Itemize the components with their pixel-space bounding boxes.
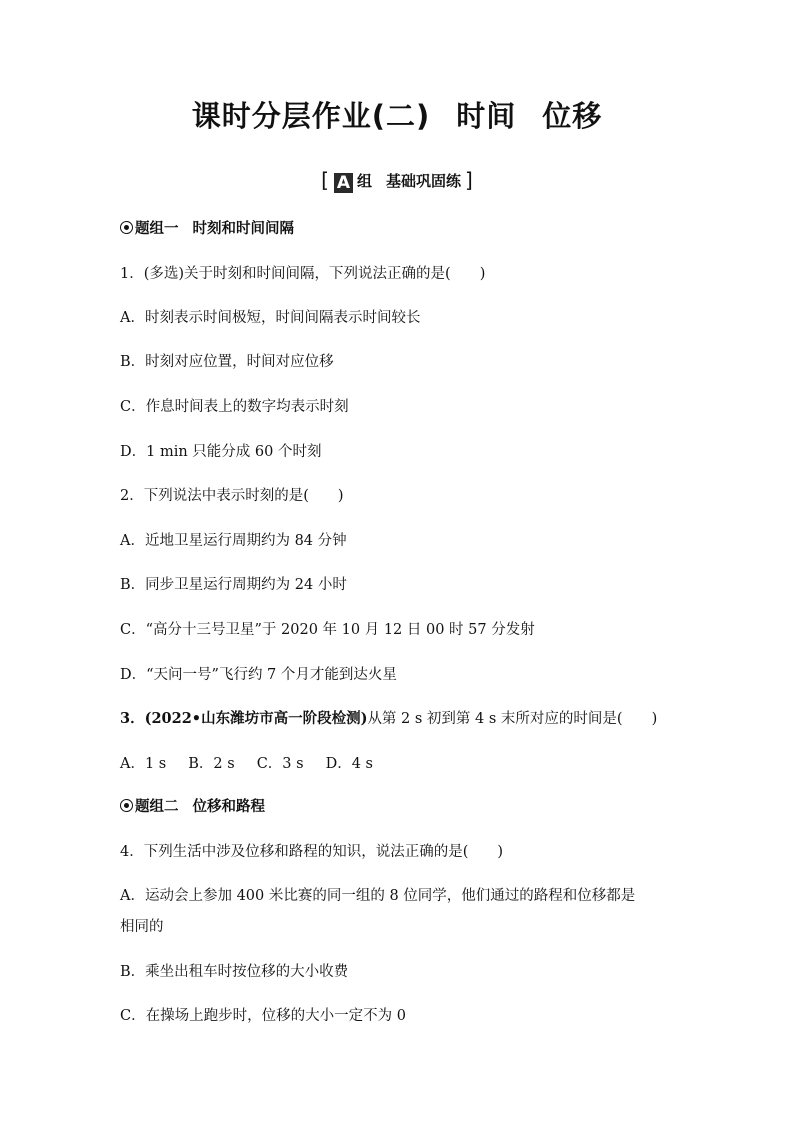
question-4-option-a-line2: 相同的	[120, 919, 164, 935]
section-header-1	[120, 217, 690, 238]
section-bullet-icon	[120, 799, 133, 812]
section-title: 时刻和时间间隔	[192, 221, 294, 237]
question-2-option-c: C．“高分十三号卫星”于 2020 年 10 月 12 日 00 时 57 分发射	[120, 622, 535, 638]
section-bullet-icon	[120, 221, 133, 234]
question-3-option-d: D．4 s	[325, 756, 373, 772]
grade-badge: A	[334, 173, 353, 193]
question-1-option-b: B．时刻对应位置，时间对应位移	[120, 354, 334, 370]
question-4-option-a-line1: A．运动会上参加 400 米比赛的同一组的 8 位同学，他们通过的路程和位移都是	[120, 888, 636, 904]
title-part-time: 时间	[456, 99, 517, 133]
question-2-option-b: B．同步卫星运行周期约为 24 小时	[120, 577, 347, 593]
page-title	[0, 94, 794, 135]
question-1-option-d: D．1 min 只能分成 60 个时刻	[120, 444, 322, 460]
grade-label: 组	[356, 172, 372, 190]
question-1-option-a: A．时刻表示时间极短，时间间隔表示时间较长	[120, 310, 421, 326]
question-3-option-c: C．3 s	[256, 756, 304, 772]
right-bracket: ]	[465, 168, 473, 192]
group-subtitle: 基础巩固练	[386, 172, 462, 190]
section-label: 题组一	[135, 221, 179, 237]
group-header	[0, 168, 794, 193]
question-3-stem	[120, 707, 690, 728]
left-bracket: [	[321, 168, 329, 192]
question-2-option-a: A．近地卫星运行周期约为 84 分钟	[120, 533, 347, 549]
section-title: 位移和路程	[192, 799, 265, 815]
question-3-option-b: B．2 s	[188, 756, 235, 772]
question-4-option-b: B．乘坐出租车时按位移的大小收费	[120, 964, 349, 980]
question-3-option-a: A．1 s	[120, 756, 167, 772]
title-part-displacement: 位移	[542, 99, 603, 133]
question-2-option-d: D．“天问一号”飞行约 7 个月才能到达火星	[120, 667, 397, 683]
question-1-option-c: C．作息时间表上的数字均表示时刻	[120, 399, 349, 415]
question-2-stem: 2．下列说法中表示时刻的是( )	[120, 488, 344, 504]
question-4-option-c: C．在操场上跑步时，位移的大小一定不为 0	[120, 1008, 406, 1024]
question-3-source: 3．(2022•山东潍坊市高一阶段检测)	[120, 710, 368, 727]
question-3-text: 从第 2 s 初到第 4 s 末所对应的时间是( )	[367, 711, 658, 727]
section-label: 题组二	[135, 799, 179, 815]
section-header-2	[120, 795, 690, 816]
question-4-stem: 4．下列生活中涉及位移和路程的知识，说法正确的是( )	[120, 844, 504, 860]
question-1-stem: 1．(多选)关于时刻和时间间隔，下列说法正确的是( )	[120, 266, 486, 282]
question-3-options	[120, 752, 690, 773]
title-main: 课时分层作业(二)	[191, 99, 431, 133]
